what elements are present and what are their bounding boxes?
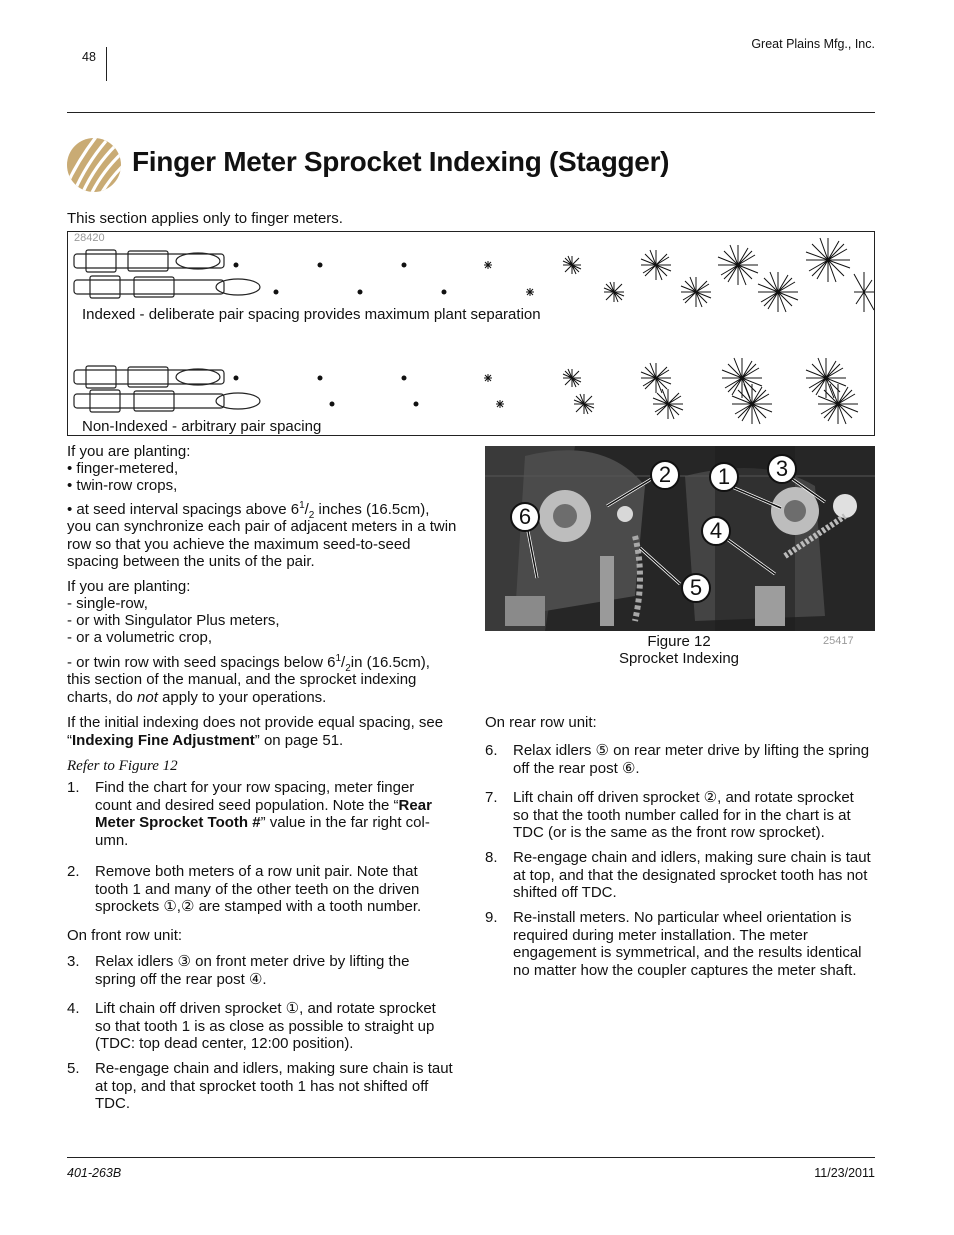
dash-item: - or with Singulator Plus meters,	[67, 612, 280, 629]
dash-tail: in (16.5cm),	[350, 654, 430, 671]
figure-id: 28420	[74, 232, 105, 244]
doc-date: 11/23/2011	[814, 1166, 875, 1180]
figure-12-label: Figure 12	[647, 633, 711, 650]
dash-item: - single-row,	[67, 595, 148, 612]
sprocket-indexing-photo	[485, 446, 875, 631]
if-planting-2: If you are planting:	[67, 578, 191, 595]
page-number: 48	[82, 50, 96, 64]
bullet-text: • at seed interval spacings above 6	[67, 501, 300, 518]
figure-12-id: 25417	[823, 635, 854, 647]
fraction-numerator: 1	[299, 500, 305, 511]
dash-text: - or twin row with seed spacings below 6	[67, 654, 336, 671]
bullet-item: • at seed interval spacings above $6^1/_2$ inches (16.5cm),	[67, 500, 430, 521]
company-name: Great Plains Mfg., Inc.	[751, 37, 875, 51]
seed-spacing-figure	[67, 231, 875, 436]
callout-1: 1	[709, 462, 739, 492]
bullet-item: • twin-row crops,	[67, 477, 178, 494]
callout-3: 3	[767, 454, 797, 484]
front-row-label: On front row unit:	[67, 927, 183, 944]
figure-12-caption: Sprocket Indexing	[618, 650, 740, 667]
bullet-tail: inches (16.5cm),	[314, 501, 430, 518]
fine-adjustment-link: Indexing Fine Adjustment	[72, 731, 255, 749]
bullet-item: • finger-metered,	[67, 460, 179, 477]
indexed-caption: Indexed - deliberate pair spacing provides maximum plant separation	[82, 306, 541, 323]
paragraph-not-apply: this section of the manual, and the sprocket indexing charts, do not apply to your operations.	[67, 671, 417, 706]
sprocket-photo-illustration	[485, 446, 875, 631]
top-rule	[67, 112, 875, 113]
callout-6: 6	[510, 502, 540, 532]
meter-unit-icon	[74, 250, 260, 298]
paragraph-fine-adjustment: If the initial indexing does not provide equal spacing, see “Indexing Fine Adjustment” on page 51.	[67, 714, 444, 749]
callout-5: 5	[681, 573, 711, 603]
callout-2: 2	[650, 460, 680, 490]
dash-item: - or twin row with seed spacings below $6^1/_2in$ (16.5cm),	[67, 653, 430, 674]
refer-to-figure: Refer to Figure 12	[67, 758, 178, 774]
doc-number: 401-263B	[67, 1166, 122, 1180]
if-planting-1: If you are planting:	[67, 443, 191, 460]
paragraph-synchronize: you can synchronize each pair of adjacent meters in a twin row so that you achieve the maximum seed-to-seed spacing between the units of the pair.	[67, 518, 457, 570]
seed-spacing-illustration	[68, 232, 874, 435]
dash-item: - or a volumetric crop,	[67, 629, 213, 646]
footer-rule	[67, 1157, 875, 1158]
fraction-denominator: 2	[308, 510, 315, 521]
callout-4: 4	[701, 516, 731, 546]
rear-row-label: On rear row unit:	[485, 714, 597, 731]
header-divider	[106, 47, 107, 81]
intro-text: This section applies only to finger meters.	[67, 210, 343, 227]
fraction-denominator: 2	[345, 663, 351, 674]
page-title: Finger Meter Sprocket Indexing (Stagger)	[132, 146, 670, 177]
nonindexed-caption: Non-Indexed - arbitrary pair spacing	[82, 418, 322, 435]
fraction-numerator: 1	[335, 653, 342, 664]
great-plains-logo-icon	[66, 137, 122, 193]
